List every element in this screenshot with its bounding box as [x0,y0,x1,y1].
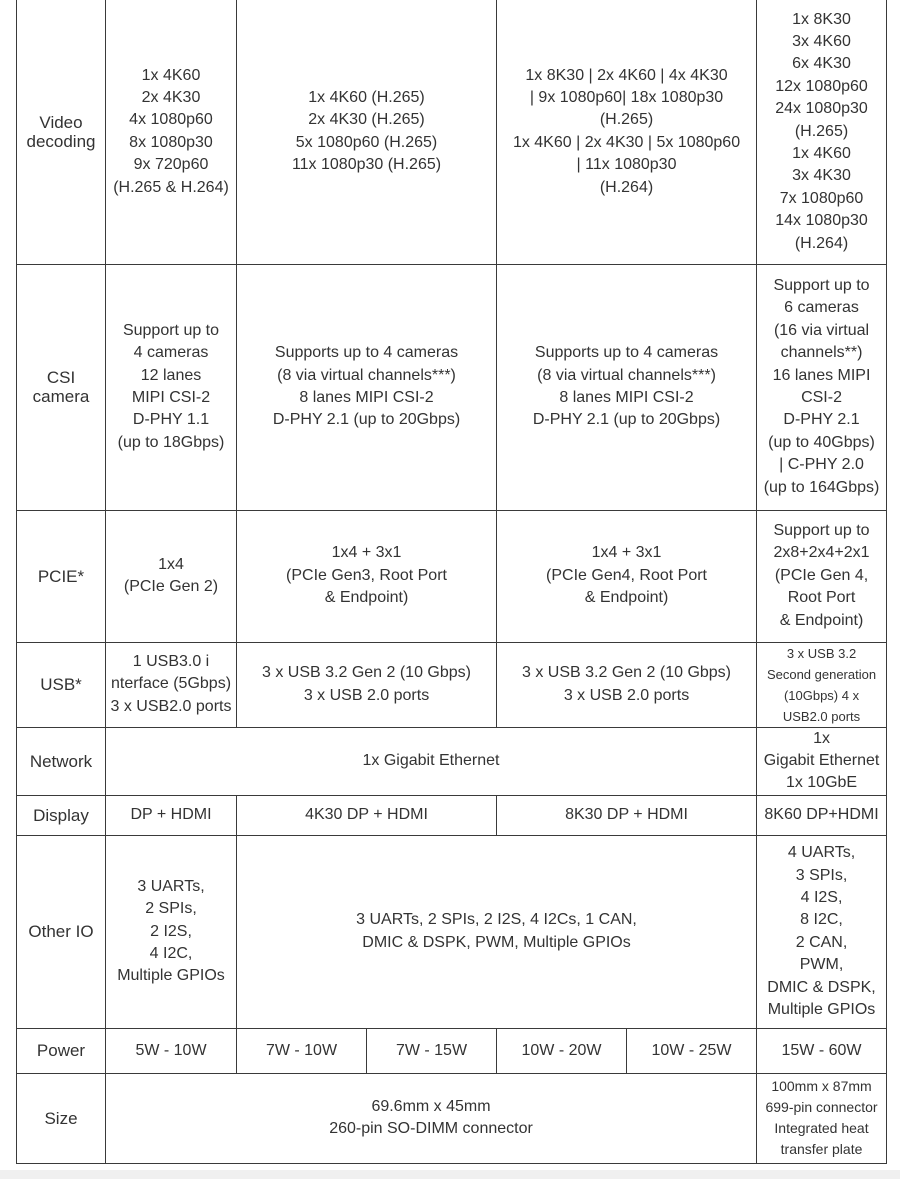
cell-video-decoding-col2: 1x 4K60 (H.265) 2x 4K30 (H.265) 5x 1080p60 (H.265) 11x 1080p30 (H.265) [237,0,497,264]
cell-pcie-col3: 1x4 + 3x1 (PCIe Gen4, Root Port & Endpoint) [497,510,757,642]
cell-network-col4: 1x Gigabit Ethernet 1x 10GbE [757,727,887,795]
row-label-power: Power [17,1028,106,1073]
cell-display-col3: 8K30 DP + HDMI [497,795,757,835]
table-row-other-io [17,835,887,1028]
cell-pcie-col1: 1x4 (PCIe Gen 2) [106,510,237,642]
row-label-display: Display [17,795,106,835]
cell-power-col2a: 7W - 10W [237,1028,367,1073]
cell-usb-col4: 3 x USB 3.2 Second generation (10Gbps) 4 x USB2.0 ports [757,642,887,727]
row-label-size: Size [17,1073,106,1163]
cell-video-decoding-col3: 1x 8K30 | 2x 4K60 | 4x 4K30 | 9x 1080p60| 18x 1080p30 (H.265) 1x 4K60 | 2x 4K30 | 5x 1080p60 | 11x 1080p30 (H.264) [497,0,757,264]
table-row-display [17,795,887,835]
cell-usb-col1: 1 USB3.0 i nterface (5Gbps) 3 x USB2.0 ports [106,642,237,727]
table-row-usb [17,642,887,727]
cell-usb-col3: 3 x USB 3.2 Gen 2 (10 Gbps) 3 x USB 2.0 ports [497,642,757,727]
cell-power-col1: 5W - 10W [106,1028,237,1073]
cell-other-io-col1: 3 UARTs, 2 SPIs, 2 I2S, 4 I2C, Multiple GPIOs [106,835,237,1028]
table-row-network [17,727,887,795]
cell-csi-camera-col1: Support up to 4 cameras 12 lanes MIPI CSI-2 D-PHY 1.1 (up to 18Gbps) [106,264,237,510]
row-label-other-io: Other IO [17,835,106,1028]
cell-other-io-col2: 3 UARTs, 2 SPIs, 2 I2S, 4 I2Cs, 1 CAN, DMIC & DSPK, PWM, Multiple GPIOs [237,835,757,1028]
cell-size-col4: 100mm x 87mm 699-pin connector Integrated heat transfer plate [757,1073,887,1163]
table-row-size [17,1073,887,1163]
cell-network-col1: 1x Gigabit Ethernet [106,727,757,795]
cell-power-col4: 15W - 60W [757,1028,887,1073]
cell-other-io-col4: 4 UARTs, 3 SPIs, 4 I2S, 8 I2C, 2 CAN, PWM, DMIC & DSPK, Multiple GPIOs [757,835,887,1028]
row-label-pcie: PCIE* [17,510,106,642]
cell-csi-camera-col2: Supports up to 4 cameras (8 via virtual channels***) 8 lanes MIPI CSI-2 D-PHY 2.1 (up to 20Gbps) [237,264,497,510]
cell-video-decoding-col1: 1x 4K60 2x 4K30 4x 1080p60 8x 1080p30 9x 720p60 (H.265 & H.264) [106,0,237,264]
cell-pcie-col2: 1x4 + 3x1 (PCIe Gen3, Root Port & Endpoint) [237,510,497,642]
table-row-power [17,1028,887,1073]
cell-display-col2: 4K30 DP + HDMI [237,795,497,835]
cell-csi-camera-col4: Support up to 6 cameras (16 via virtual channels**) 16 lanes MIPI CSI-2 D-PHY 2.1 (up to 40Gbps) | C-PHY 2.0 (up to 164Gbps) [757,264,887,510]
cell-usb-col2: 3 x USB 3.2 Gen 2 (10 Gbps) 3 x USB 2.0 ports [237,642,497,727]
cell-csi-camera-col3: Supports up to 4 cameras (8 via virtual channels***) 8 lanes MIPI CSI-2 D-PHY 2.1 (up to 20Gbps) [497,264,757,510]
row-label-usb: USB* [17,642,106,727]
cell-power-col2b: 7W - 15W [367,1028,497,1073]
cell-power-col3a: 10W - 20W [497,1028,627,1073]
row-label-network: Network [17,727,106,795]
row-label-video-decoding: Video decoding [17,0,106,264]
cell-size-col1: 69.6mm x 45mm 260-pin SO-DIMM connector [106,1073,757,1163]
table-row-video-decoding [17,0,887,264]
row-label-csi-camera: CSI camera [17,264,106,510]
cell-pcie-col4: Support up to 2x8+2x4+2x1 (PCIe Gen 4, Root Port & Endpoint) [757,510,887,642]
cell-display-col4: 8K60 DP+HDMI [757,795,887,835]
cell-display-col1: DP + HDMI [106,795,237,835]
spec-comparison-table [16,0,887,1164]
cell-video-decoding-col4: 1x 8K30 3x 4K60 6x 4K30 12x 1080p60 24x 1080p30 (H.265) 1x 4K60 3x 4K30 7x 1080p60 14x 1080p30 (H.264) [757,0,887,264]
table-row-pcie [17,510,887,642]
table-row-csi-camera [17,264,887,510]
cell-power-col3b: 10W - 25W [627,1028,757,1073]
